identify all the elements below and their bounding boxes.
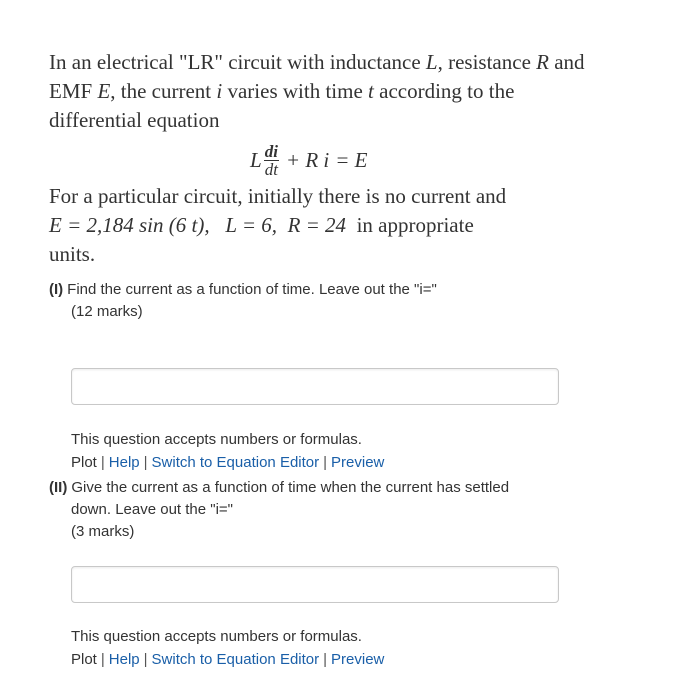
question-2-text-line2: down. Leave out the "i=" [71,501,234,518]
var-t: t [368,79,374,103]
link-separator: | [100,454,105,471]
var-E: E [97,79,111,103]
eq-frac-numerator: di [264,141,278,161]
answer-1-help [71,429,384,474]
link-separator: | [100,651,105,668]
answer-box-2[interactable] [71,566,559,603]
preview-link-1[interactable]: Preview [331,454,385,471]
eq-equals-E: = E [335,147,368,172]
problem-conditions [49,182,609,269]
link-separator: | [143,651,148,668]
eq-plus-Ri: + R i [285,147,330,172]
question-1 [49,279,569,323]
help-link-2[interactable]: Help [108,651,140,668]
var-i: i [216,79,223,103]
question-2-prompt [49,477,569,499]
answer-input-2[interactable] [72,567,558,602]
var-R: R [536,50,549,74]
question-1-prompt [49,279,569,301]
question-2 [49,477,569,543]
answer-2-help [71,626,384,671]
eq-frac-denominator: dt [264,159,278,179]
answer-1-links [71,452,384,474]
eq-fraction [264,143,279,178]
problem-statement [49,48,609,135]
eq-lhs-L: L [250,147,262,172]
cond-L: L = 6, [225,213,278,237]
equation-editor-link-1[interactable]: Switch to Equation Editor [151,454,320,471]
conditions-intro: For a particular circuit, initially there is no current and [49,184,507,208]
question-2-text-line1: Give the current as a function of time when the current has settled [71,479,510,496]
question-2-label: (II) [49,479,68,496]
question-1-marks: (12 marks) [71,303,143,320]
conditions-values [49,211,609,240]
cond-E: E = 2,184 sin (6 t), [49,213,210,237]
help-link-1[interactable]: Help [108,454,140,471]
answer-input-1[interactable] [72,369,558,404]
question-2-marks: (3 marks) [71,523,135,540]
link-separator: | [323,651,328,668]
answer-2-accepts-note: This question accepts numbers or formulas. [71,628,362,645]
preview-link-2[interactable]: Preview [331,651,385,668]
equation-editor-link-2[interactable]: Switch to Equation Editor [151,651,320,668]
answer-box-1[interactable] [71,368,559,405]
conditions-units: units. [49,242,96,266]
link-separator: | [323,454,328,471]
plot-link-2[interactable]: Plot [71,651,97,668]
answer-1-accepts-note: This question accepts numbers or formulas. [71,431,362,448]
problem-intro: In an electrical "LR" circuit with inductance L, resistance R and EMF E, the current i varies with time t according to the differential equation [49,50,585,132]
cond-suffix: in appropriate [356,213,474,237]
question-1-label: (I) [49,281,64,298]
answer-2-links [71,649,384,671]
cond-R: R = 24 [287,213,347,237]
question-1-text: Find the current as a function of time. Leave out the "i=" [67,281,437,298]
link-separator: | [143,454,148,471]
differential-equation [250,142,371,178]
var-L: L [425,50,438,74]
plot-link-1[interactable]: Plot [71,454,97,471]
